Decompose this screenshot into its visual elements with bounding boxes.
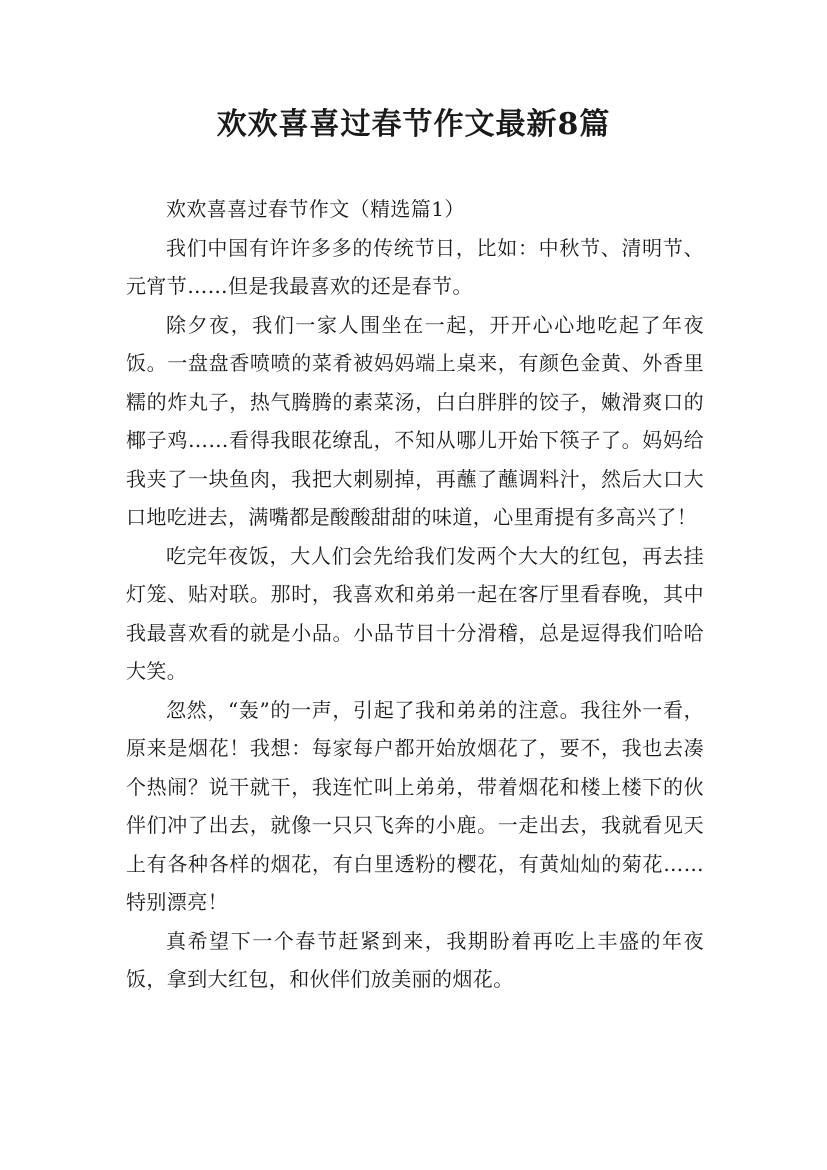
paragraph-1: 我们中国有许许多多的传统节日，比如：中秋节、清明节、元宵节……但是我最喜欢的还是春节。 (126, 235, 704, 298)
paragraph-4: 忽然，“轰”的一声，引起了我和弟弟的注意。我往外一看，原来是烟花！我想：每家每户都开始放烟花了，要不，我也去凑个热闹？说干就干，我连忙叫上弟弟，带着烟花和楼上楼下的伙伴们冲了出去，就像一只只飞奔的小鹿。一走出去，我就看见天上有各种各样的烟花，有白里透粉的樱花，有黄灿灿的菊花……特别漂亮！ (126, 697, 704, 914)
section-heading: 欢欢喜喜过春节作文（精选篇1） (166, 197, 465, 221)
paragraph-3: 吃完年夜饭，大人们会先给我们发两个大大的红包，再去挂灯笼、贴对联。那时，我喜欢和弟弟一起在客厅里看春晚，其中我最喜欢看的就是小品。小品节目十分滑稽，总是逗得我们哈哈大笑。 (126, 543, 704, 683)
paragraph-5: 真希望下一个春节赶紧到来，我期盼着再吃上丰盛的年夜饭，拿到大红包，和伙伴们放美丽的烟花。 (126, 928, 704, 991)
document-title: 欢欢喜喜过春节作文最新8篇 (216, 107, 611, 142)
paragraph-2: 除夕夜，我们一家人围坐在一起，开开心心地吃起了年夜饭。一盘盘香喷喷的菜肴被妈妈端上桌来，有颜色金黄、外香里糯的炸丸子，热气腾腾的素菜汤，白白胖胖的饺子，嫩滑爽口的椰子鸡……看得我眼花缭乱，不知从哪儿开始下筷子了。妈妈给我夹了一块鱼肉，我把大刺剔掉，再蘸了蘸调料汁，然后大口大口地吃进去，满嘴都是酸酸甜甜的味道，心里甭提有多高兴了！ (126, 312, 704, 529)
document-body (126, 190, 704, 999)
